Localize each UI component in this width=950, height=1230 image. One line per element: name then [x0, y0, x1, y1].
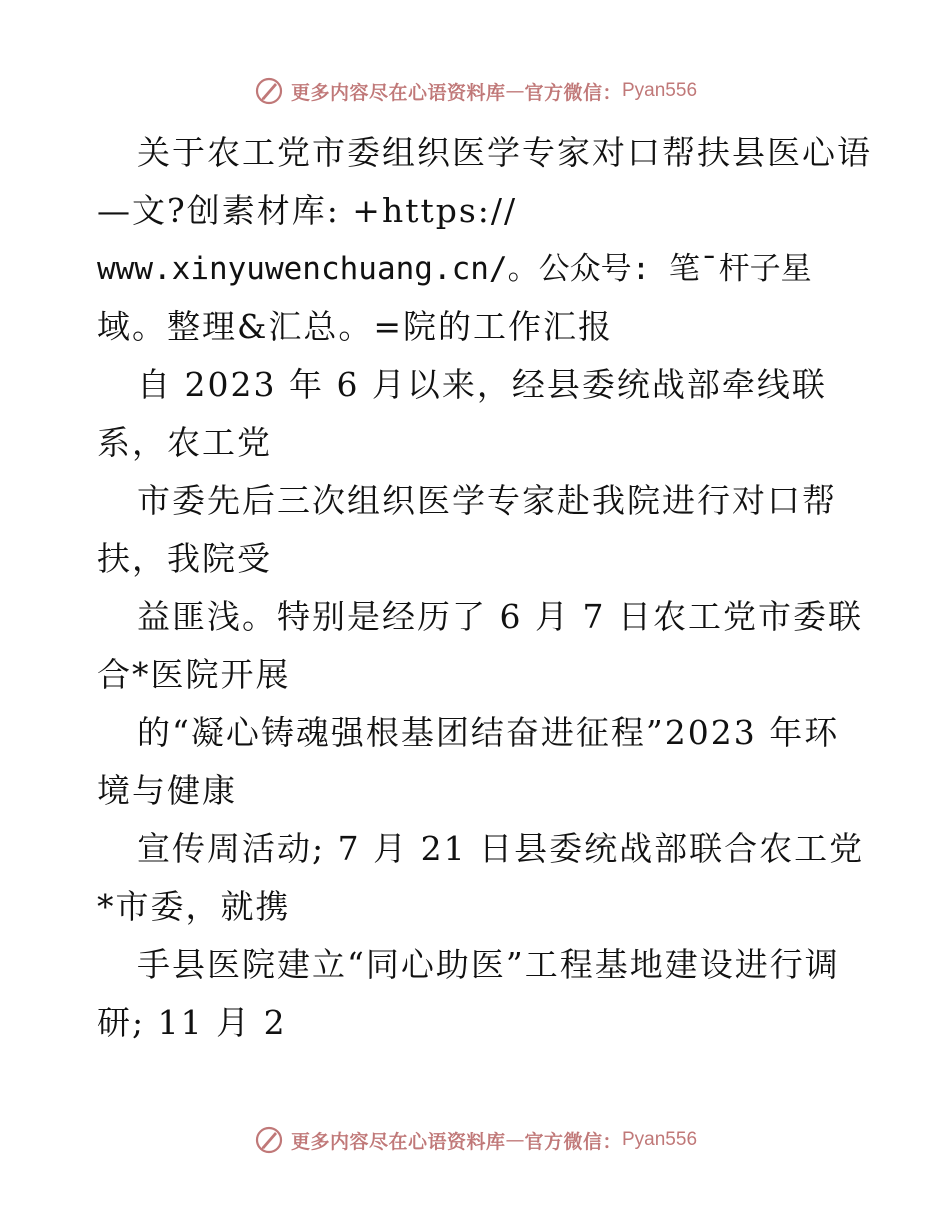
doc-line-title-4: 域。整理&汇总。=院的工作汇报: [97, 307, 614, 346]
doc-line: 研; 11 月 2: [97, 1003, 287, 1042]
watermark-wechat-id: Pyan556: [622, 80, 698, 101]
doc-line: 宣传周活动; 7 月 21 日县委统战部联合农工党: [137, 829, 865, 868]
footer-watermark: [0, 1120, 950, 1160]
quill-logo-icon: [253, 75, 285, 107]
doc-line: 境与健康: [97, 771, 237, 810]
watermark-wechat-label: 官方微信：: [524, 1130, 622, 1153]
doc-line: 市委先后三次组织医学专家赴我院进行对口帮: [137, 481, 837, 520]
doc-line-title-2: —文?创素材库: +https://: [97, 191, 518, 230]
doc-line: 的“凝心铸魂强根基团结奋进征程”2023 年环: [137, 713, 840, 752]
doc-line: 系，农工党: [97, 423, 272, 462]
doc-line: 益匪浅。特别是经历了 6 月 7 日农工党市委联: [137, 597, 863, 636]
doc-line-title-3: www.xinyuwenchuang.cn/。公众号: 笔¯杆子星: [97, 251, 812, 287]
doc-line-title-1: 关于农工党市委组织医学专家对口帮扶县医心语: [137, 133, 872, 172]
doc-line: *市委，就携: [97, 887, 291, 926]
header-watermark: [0, 71, 950, 111]
doc-line: 手县医院建立“同心助医”工程基地建设进行调: [137, 945, 840, 984]
watermark-main-text: 更多内容尽在心语资料库: [290, 81, 506, 104]
doc-line: 合*医院开展: [97, 655, 291, 694]
document-body: [97, 124, 877, 1052]
watermark-main-text: 更多内容尽在心语资料库: [290, 1130, 506, 1153]
watermark-separator: —: [505, 80, 525, 102]
doc-line: 自 2023 年 6 月以来，经县委统战部牵线联: [137, 365, 827, 404]
quill-logo-icon: [253, 1124, 285, 1156]
watermark-wechat-label: 官方微信：: [524, 81, 622, 104]
doc-line: 扶，我院受: [97, 539, 272, 578]
watermark-wechat-id: Pyan556: [622, 1129, 698, 1150]
watermark-separator: —: [505, 1129, 525, 1151]
